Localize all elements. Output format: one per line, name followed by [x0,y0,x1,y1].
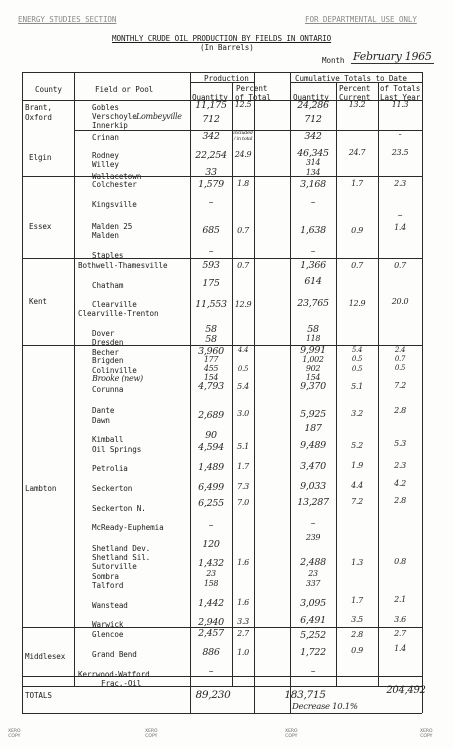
brigden-cum-quantity: 1,002 [302,355,324,364]
field-dover: Dover [92,329,115,338]
mcready-quantity: – [208,520,214,531]
kerrwood-quantity: – [208,666,214,677]
field-crinan: Crinan [92,133,119,142]
malden-last-year: 1.4 [394,223,406,232]
glencoe-percent: 2.7 [237,629,249,638]
corunna-last-year: 7.2 [394,381,406,390]
oil-springs-quantity: 4,594 [198,442,224,453]
seckerton-quantity: 6,499 [198,482,224,493]
warwick-percent: 3.3 [237,617,249,626]
bothwell-last-year: 0.7 [394,261,406,270]
oil-springs-cum-percent: 5.2 [351,441,363,450]
colchester-quantity: 1,579 [198,179,224,190]
warwick-cum-percent: 3.5 [351,615,363,624]
county-elgin: Elgin [29,153,52,162]
brigden-last-year: 0.7 [394,355,406,363]
totals-cum-quantity: 183,715 [284,689,326,701]
field-grand-bend: Grand Bend [92,650,137,659]
seckerton-last-year: 4.2 [394,479,406,488]
field-seckerton: Seckerton [92,484,133,493]
brooke-quantity: 154 [203,373,219,382]
colchester-cum-quantity: 3,168 [300,179,326,190]
colinville-percent: 0.5 [237,365,249,373]
xero-copy-stamp: XERO COPY [145,729,158,739]
field-gobles: Gobles [92,103,119,112]
field-talford: Talford [92,581,124,590]
dante-cum-quantity: 5,925 [300,409,326,420]
field-malden-25: Malden 25 [92,222,133,231]
corunna-cum-quantity: 9,370 [300,381,326,392]
colinville-cum-percent: 0.5 [351,365,363,373]
field-seckerton-n: Seckerton N. [92,504,146,513]
bothwell-cum-quantity: 1,366 [300,260,326,271]
gobles-cum-percent: 13.2 [348,100,366,109]
seckerton-n-last-year: 2.8 [394,496,406,505]
bothwell-cum-percent: 0.7 [351,261,363,270]
crinan-cum-quantity: 342 [304,131,322,142]
kingsville-quantity: – [208,197,214,208]
field-clearville: Clearville [92,300,137,309]
col-percent-current: Percent [339,84,371,93]
field-shetland-sil: Shetland Sil. [92,553,151,562]
grand-bend-cum-percent: 0.9 [351,646,363,655]
clearville-cum-percent: 12.9 [348,299,366,308]
shetland-dev-quantity: 120 [202,539,220,550]
field-staples: Staples [92,251,124,260]
clearville-quantity: 11,553 [195,299,227,310]
becher-percent: 4.4 [237,346,249,354]
col-cumulative: Cumulative Totals to Date [295,74,407,83]
clearville-percent: 12.9 [234,300,252,309]
clearville-cum-quantity: 23,765 [297,298,329,309]
malden-cum-quantity: 1,638 [300,225,326,236]
malden-percent: 0.7 [237,226,249,235]
dante-percent: 3.0 [237,409,249,418]
section-header: ENERGY STUDIES SECTION [18,15,117,24]
dover-quantity: 58 [205,324,217,335]
becher-cum-quantity: 9,991 [300,345,326,356]
field-note-lombeyville: Lombeyville [136,112,182,121]
dover-cum-quantity: 58 [307,324,319,335]
departmental-use-label: FOR DEPARTMENTAL USE ONLY [305,15,417,24]
field-colchester: Colchester [92,180,137,189]
becher-cum-percent: 5.4 [351,346,363,354]
gobles-percent: 12.5 [234,100,252,109]
rodney-cum-quantity: 46,345 [297,148,329,159]
brooke-cum-quantity: 154 [305,373,321,382]
dante-cum-percent: 3.2 [351,409,363,418]
crinan-note: included / in total [233,130,253,142]
bothwell-percent: 0.7 [237,261,249,270]
field-chatham: Chatham [92,281,124,290]
sombra-cum-quantity: 23 [308,569,318,578]
field-frac-oil: Frac.-Oil [101,679,142,688]
field-dante: Dante [92,406,115,415]
col-last-year: Last Year [380,93,421,102]
field-rodney: Rodney [92,151,119,160]
brigden-cum-percent: 0.5 [351,355,363,363]
field-brooke-new: Brooke (new) [92,374,143,383]
county-brant-oxford: Brant, Oxford [25,103,52,122]
field-kerrwood-watford: Kerrwood-Watford [78,670,150,679]
sombra-quantity: 23 [206,569,216,578]
grand-bend-percent: 1.0 [237,648,249,657]
crinan-quantity: 342 [202,131,220,142]
colinville-last-year: 0.5 [394,364,406,372]
talford-cum-quantity: 337 [305,579,321,588]
field-innerkip: Innerkip [92,121,128,130]
col-county: County [35,85,62,94]
staples-quantity: – [208,246,214,257]
wallacetown-cum-quantity: 134 [305,168,321,177]
xero-copy-stamp: XERO COPY [285,729,298,739]
totals-last-year: 204,492 [386,685,426,696]
glencoe-last-year: 2.7 [394,629,406,638]
field-glencoe: Glencoe [92,630,124,639]
petrolia-percent: 1.7 [237,462,249,471]
verschoyle-cum-quantity: 712 [304,114,322,125]
seckerton-n-quantity: 6,255 [198,498,224,509]
petrolia-last-year: 2.3 [394,461,406,470]
field-willey: Willey [92,160,119,169]
field-warwick: Warwick [92,620,124,629]
bothwell-quantity: 593 [202,260,220,271]
totals-quantity: 89,230 [195,689,231,701]
sutorville-quantity: 1,432 [198,558,224,569]
glencoe-quantity: 2,457 [198,628,224,639]
field-kimball: Kimball [92,435,124,444]
wanstead-last-year: 2.1 [394,595,406,604]
sutorville-last-year: 0.8 [394,557,406,566]
sutorville-percent: 1.6 [237,558,249,567]
rodney-percent: 24.9 [234,150,252,159]
grand-bend-last-year: 1.4 [394,644,406,653]
seckerton-n-cum-percent: 7.2 [351,497,363,506]
clearville-last-year: 20.0 [391,297,409,306]
willey-cum-quantity: 314 [305,158,321,167]
verschoyle-quantity: 712 [202,114,220,125]
field-petrolia: Petrolia [92,464,128,473]
field-shetland-dev: Shetland Dev. [92,544,151,553]
malden-cum-percent: 0.9 [351,226,363,235]
grand-bend-cum-quantity: 1,722 [300,647,326,658]
rodney-cum-percent: 24.7 [348,148,366,157]
gobles-quantity: 11,175 [195,100,227,111]
field-corunna: Corunna [92,385,124,394]
dresden-cum-quantity: 118 [305,334,321,343]
gobles-cum-quantity: 24,286 [297,100,329,111]
kimball-quantity: 90 [205,430,217,441]
becher-last-year: 2.4 [394,346,406,354]
page-title: MONTHLY CRUDE OIL PRODUCTION BY FIELDS IN ONTARIO [112,34,332,43]
county-lambton: Lambton [25,484,57,493]
field-dresden: Dresden [92,338,124,347]
colchester-cum-percent: 1.7 [351,179,363,188]
col-current: Current [339,93,371,102]
kingsville-cum-quantity: – [310,197,316,208]
field-sutorville: Sutorville [92,562,137,571]
oil-springs-cum-quantity: 9,489 [300,440,326,451]
wanstead-cum-quantity: 3,095 [300,598,326,609]
warwick-cum-quantity: 6,491 [300,615,326,626]
seckerton-cum-quantity: 9,033 [300,481,326,492]
col-percent: Percent [236,84,268,93]
wanstead-quantity: 1,442 [198,598,224,609]
sutorville-cum-percent: 1.3 [351,558,363,567]
glencoe-cum-quantity: 5,252 [300,630,326,641]
corunna-quantity: 4,793 [198,381,224,392]
col-field-or-pool: Field or Pool [95,85,154,94]
wanstead-cum-percent: 1.7 [351,596,363,605]
field-mcready-euphemia: McReady-Euphemia [92,523,164,532]
kerrwood-cum-quantity: – [310,666,316,677]
field-brigden: Brigden [92,356,124,365]
rodney-last-year: 23.5 [391,148,409,157]
county-kent: Kent [29,297,47,306]
becher-quantity: 3,960 [198,346,224,357]
mcready-cum-quantity: – [310,518,316,529]
essex-last-year-dash: – [397,210,403,221]
colinville-cum-quantity: 902 [305,364,321,373]
field-becher: Becher [92,348,119,357]
warwick-last-year: 3.6 [394,615,406,624]
col-cum-quantity: Quantity [293,93,329,102]
staples-cum-quantity: – [310,246,316,257]
corunna-cum-percent: 5.1 [351,382,363,391]
seckerton-n-percent: 7.0 [237,498,249,507]
month-label: Month [322,56,345,65]
totals-label: TOTALS [25,691,52,700]
seckerton-percent: 7.3 [237,482,249,491]
col-of-total: of Total [235,93,271,102]
page-subtitle: (In Barrels) [200,43,254,52]
field-bothwell-thamesville: Bothwell-Thamesville [78,261,168,270]
crinan-last-year: - [398,129,402,140]
rodney-quantity: 22,254 [195,150,227,161]
wallacetown-quantity: 33 [205,167,217,178]
corunna-percent: 5.4 [237,382,249,391]
chatham-cum-quantity: 614 [304,276,322,287]
petrolia-quantity: 1,489 [198,462,224,473]
colchester-percent: 1.8 [237,179,249,188]
gobles-last-year: 11.3 [391,100,409,109]
chatham-quantity: 175 [202,278,220,289]
field-sombra: Sombra [92,572,119,581]
dante-quantity: 2,689 [198,410,224,421]
col-of-totals: of Totals [380,84,421,93]
field-verschoyle: Verschoyle [92,112,137,121]
field-kingsville: Kingsville [92,200,137,209]
field-wallacetown: Wallacetown [92,172,142,181]
county-middlesex: Middlesex [25,652,66,661]
colinville-quantity: 455 [203,364,219,373]
xero-copy-stamp: XERO COPY [8,729,21,739]
talford-quantity: 158 [203,579,219,588]
county-essex: Essex [29,222,52,231]
col-production: Production [204,74,249,83]
malden-quantity: 685 [202,225,220,236]
field-wanstead: Wanstead [92,601,128,610]
warwick-quantity: 2,940 [198,617,224,628]
xero-copy-stamp: XERO COPY [420,729,433,739]
petrolia-cum-quantity: 3,470 [300,461,326,472]
field-clearville-trenton: Clearville-Trenton [78,309,159,318]
col-quantity: Quantity [192,93,228,102]
dawn-cum-quantity: 187 [304,423,322,434]
dresden-quantity: 58 [205,334,217,345]
field-dawn: Dawn [92,416,110,425]
grand-bend-quantity: 886 [202,647,220,658]
field-malden: Malden [92,231,119,240]
petrolia-cum-percent: 1.9 [351,461,363,470]
dante-last-year: 2.8 [394,406,406,415]
colchester-last-year: 2.3 [394,179,406,188]
sutorville-cum-quantity: 2,488 [300,557,326,568]
field-colinville: Colinville [92,366,137,375]
brigden-quantity: 177 [203,355,219,364]
wanstead-percent: 1.6 [237,598,249,607]
decrease-note: Decrease 10.1% [292,702,358,712]
oil-springs-percent: 5.1 [237,442,249,451]
oil-springs-last-year: 5.3 [394,439,406,448]
field-oil-springs: Oil Springs [92,445,142,454]
seckerton-n-cum-quantity: 13,287 [297,497,329,508]
month-value: February 1965 [353,50,432,63]
shetland-dev-cum-quantity: 239 [305,533,321,542]
glencoe-cum-percent: 2.8 [351,630,363,639]
seckerton-cum-percent: 4.4 [351,481,363,490]
